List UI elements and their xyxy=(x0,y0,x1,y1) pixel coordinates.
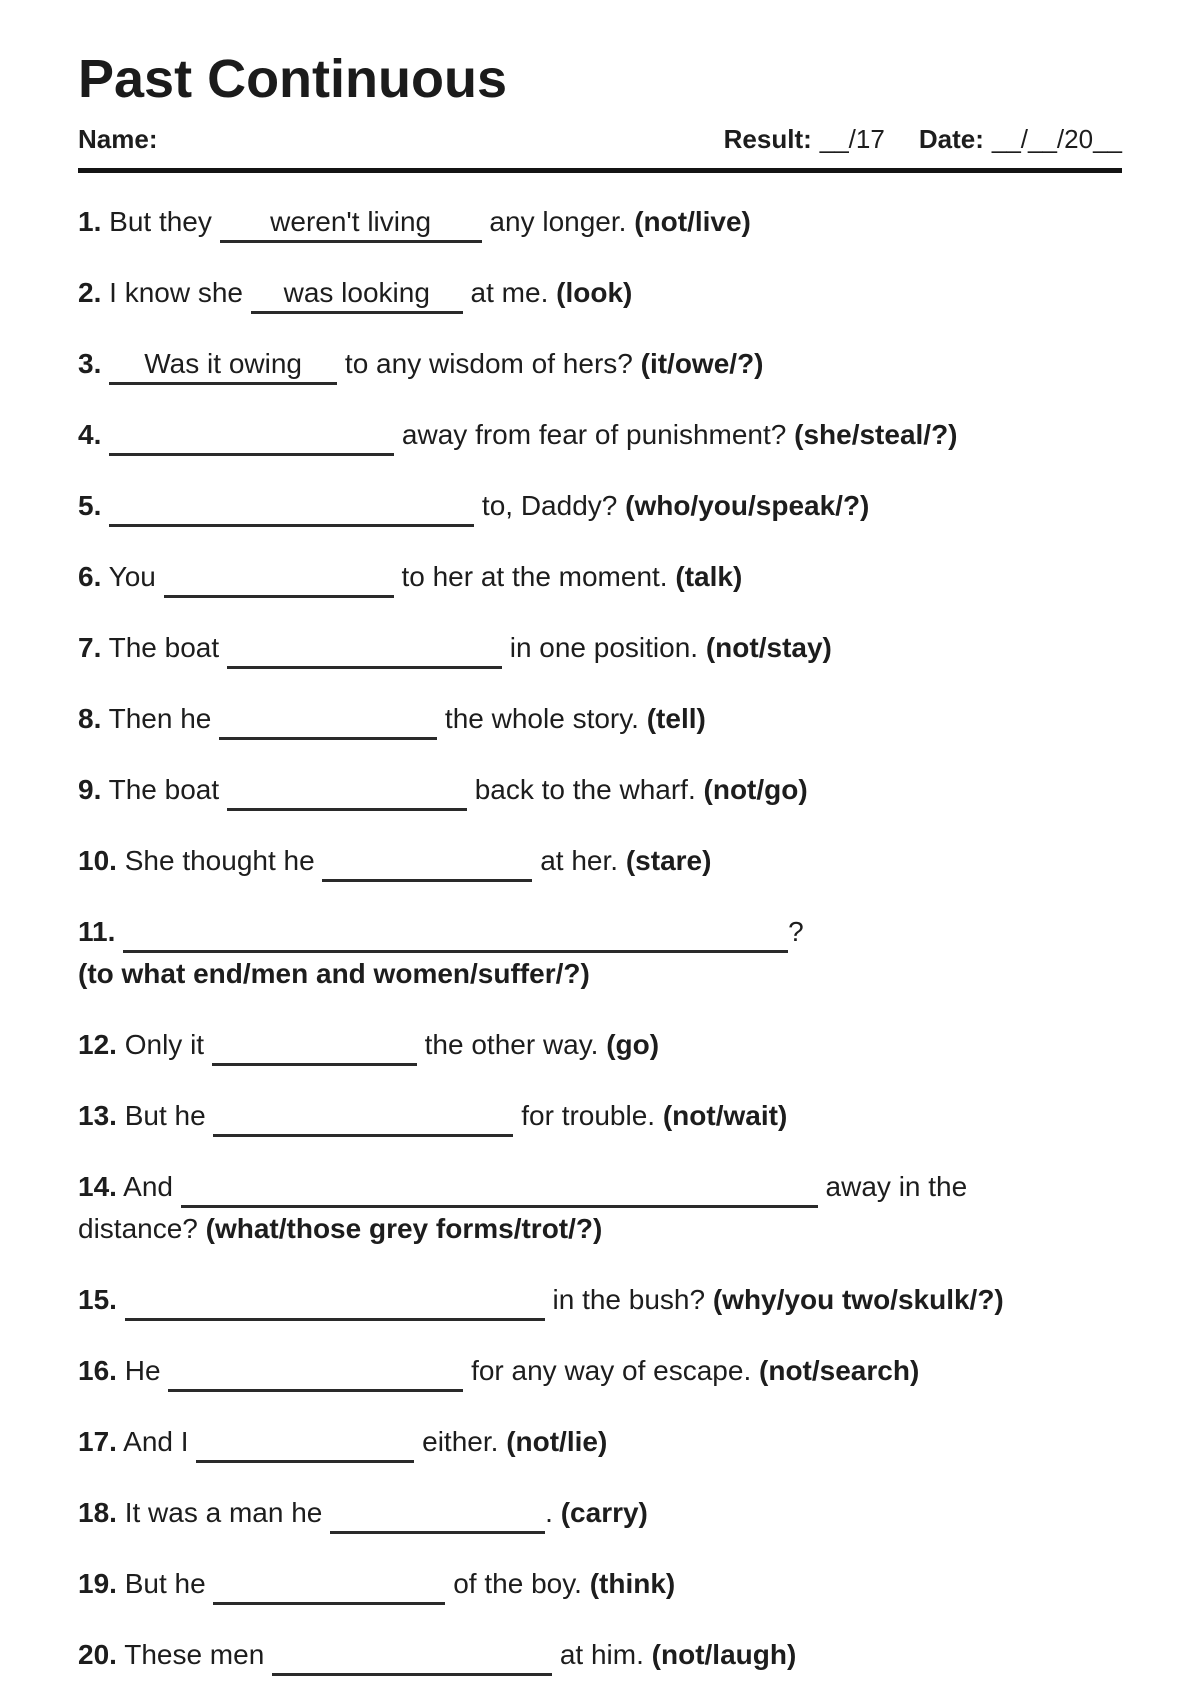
question-number: 16. xyxy=(78,1355,117,1386)
verb-hint: (not/stay) xyxy=(705,632,832,663)
question-text: away in the xyxy=(817,1171,968,1202)
question-number: 10. xyxy=(78,845,117,876)
question-text: any longer. xyxy=(481,206,635,237)
question-text: to, Daddy? xyxy=(474,490,626,521)
question-text: distance? xyxy=(78,1213,206,1244)
question-text: But he xyxy=(116,1100,214,1131)
question-text: Then he xyxy=(101,703,220,734)
verb-hint: (not/search) xyxy=(759,1355,920,1386)
answer-blank-filled[interactable]: was looking xyxy=(251,276,463,314)
question-text: The boat xyxy=(101,774,227,805)
question-20 xyxy=(78,1634,1122,1676)
date-group xyxy=(919,124,1122,154)
question-text: Only it xyxy=(116,1029,212,1060)
question-number: 2. xyxy=(78,277,102,308)
question-19 xyxy=(78,1563,1122,1605)
question-text: But he xyxy=(116,1568,214,1599)
answer-blank[interactable] xyxy=(227,773,467,811)
question-number: 4. xyxy=(78,419,102,450)
question-text: The boat xyxy=(101,632,227,663)
answer-blank[interactable] xyxy=(213,1567,445,1605)
question-text: But they xyxy=(101,206,220,237)
name-label: Name: xyxy=(78,124,158,154)
answer-blank-filled[interactable]: weren't living xyxy=(220,205,482,243)
question-text: either. xyxy=(414,1426,507,1457)
question-text: ? xyxy=(788,916,804,947)
result-label: Result: xyxy=(723,124,812,154)
question-6 xyxy=(78,556,1122,598)
question-text xyxy=(115,916,123,947)
question-number: 12. xyxy=(78,1029,117,1060)
answer-blank[interactable] xyxy=(322,844,532,882)
question-text: to any wisdom of hers? xyxy=(337,348,641,379)
question-text: at me. xyxy=(462,277,557,308)
question-text: He xyxy=(116,1355,169,1386)
question-list xyxy=(78,201,1122,1676)
question-text: away from fear of punishment? xyxy=(394,419,795,450)
question-number: 19. xyxy=(78,1568,117,1599)
question-2 xyxy=(78,272,1122,314)
question-12 xyxy=(78,1024,1122,1066)
answer-blank[interactable] xyxy=(123,915,788,953)
answer-blank[interactable] xyxy=(181,1170,818,1208)
verb-hint: (go) xyxy=(606,1029,660,1060)
answer-blank[interactable] xyxy=(164,560,394,598)
answer-blank[interactable] xyxy=(227,631,502,669)
meta-right xyxy=(724,124,1122,154)
question-number: 7. xyxy=(78,632,102,663)
answer-blank[interactable] xyxy=(219,702,437,740)
question-number: 18. xyxy=(78,1497,117,1528)
question-text: the other way. xyxy=(416,1029,607,1060)
verb-hint: (it/owe/?) xyxy=(640,348,764,379)
answer-blank[interactable] xyxy=(196,1425,414,1463)
question-text: to her at the moment. xyxy=(393,561,676,592)
question-5 xyxy=(78,485,1122,527)
question-text xyxy=(101,348,109,379)
question-text: at him. xyxy=(552,1639,652,1670)
question-number: 9. xyxy=(78,774,102,805)
answer-blank[interactable] xyxy=(125,1283,545,1321)
question-number: 20. xyxy=(78,1639,117,1670)
question-text xyxy=(117,1284,125,1315)
result-group xyxy=(724,124,885,154)
question-text: the whole story. xyxy=(437,703,647,734)
date-value: __/__/20__ xyxy=(991,124,1122,154)
verb-hint: (carry) xyxy=(560,1497,648,1528)
question-1 xyxy=(78,201,1122,243)
verb-hint: (think) xyxy=(589,1568,676,1599)
header-divider xyxy=(78,168,1122,173)
question-text: And xyxy=(116,1171,181,1202)
question-text: in the bush? xyxy=(544,1284,713,1315)
question-13 xyxy=(78,1095,1122,1137)
verb-hint: (not/live) xyxy=(634,206,751,237)
question-text xyxy=(101,490,109,521)
date-label: Date: xyxy=(918,124,984,154)
question-number: 15. xyxy=(78,1284,117,1315)
question-text: . xyxy=(545,1497,561,1528)
verb-hint: (not/lie) xyxy=(506,1426,608,1457)
question-18 xyxy=(78,1492,1122,1534)
page-title: Past Continuous xyxy=(78,49,507,109)
verb-hint: (why/you two/skulk/?) xyxy=(712,1284,1004,1315)
answer-blank[interactable] xyxy=(272,1638,552,1676)
question-text: in one position. xyxy=(501,632,706,663)
question-text: back to the wharf. xyxy=(466,774,704,805)
question-16 xyxy=(78,1350,1122,1392)
meta-row xyxy=(78,124,1122,154)
question-number: 3. xyxy=(78,348,102,379)
question-text xyxy=(101,419,109,450)
verb-hint: (stare) xyxy=(625,845,712,876)
verb-hint: (not/laugh) xyxy=(651,1639,797,1670)
question-text: for trouble. xyxy=(513,1100,663,1131)
question-8 xyxy=(78,698,1122,740)
question-text: And I xyxy=(116,1426,197,1457)
question-text: for any way of escape. xyxy=(463,1355,760,1386)
verb-hint: (talk) xyxy=(675,561,743,592)
question-7 xyxy=(78,627,1122,669)
answer-blank[interactable] xyxy=(109,418,394,456)
question-15 xyxy=(78,1279,1122,1321)
question-text: at her. xyxy=(532,845,626,876)
question-text: It was a man he xyxy=(116,1497,331,1528)
verb-hint: (tell) xyxy=(646,703,706,734)
verb-hint: (to what end/men and women/suffer/?) xyxy=(78,958,590,989)
answer-blank-filled[interactable]: Was it owing xyxy=(109,347,337,385)
answer-blank[interactable] xyxy=(330,1496,545,1534)
question-number: 13. xyxy=(78,1100,117,1131)
answer-blank[interactable] xyxy=(212,1028,417,1066)
question-text: These men xyxy=(116,1639,273,1670)
answer-blank[interactable] xyxy=(109,489,474,527)
question-text: You xyxy=(101,561,164,592)
question-number: 1. xyxy=(78,206,102,237)
question-3 xyxy=(78,343,1122,385)
question-number: 14. xyxy=(78,1171,117,1202)
question-4 xyxy=(78,414,1122,456)
question-text: She thought he xyxy=(116,845,323,876)
question-14 xyxy=(78,1166,1122,1250)
question-number: 11. xyxy=(78,916,116,947)
question-10 xyxy=(78,840,1122,882)
result-value: __/17 xyxy=(819,124,885,154)
question-number: 6. xyxy=(78,561,102,592)
answer-blank[interactable] xyxy=(213,1099,513,1137)
verb-hint: (look) xyxy=(556,277,633,308)
question-text: of the boy. xyxy=(445,1568,590,1599)
verb-hint: (not/wait) xyxy=(662,1100,788,1131)
verb-hint: (who/you/speak/?) xyxy=(625,490,870,521)
question-text: I know she xyxy=(101,277,251,308)
question-number: 5. xyxy=(78,490,102,521)
verb-hint: (she/steal/?) xyxy=(794,419,958,450)
question-number: 8. xyxy=(78,703,102,734)
question-9 xyxy=(78,769,1122,811)
answer-blank[interactable] xyxy=(168,1354,463,1392)
question-11 xyxy=(78,911,1122,995)
question-number: 17. xyxy=(78,1426,117,1457)
verb-hint: (not/go) xyxy=(703,774,808,805)
question-17 xyxy=(78,1421,1122,1463)
verb-hint: (what/those grey forms/trot/?) xyxy=(205,1213,603,1244)
